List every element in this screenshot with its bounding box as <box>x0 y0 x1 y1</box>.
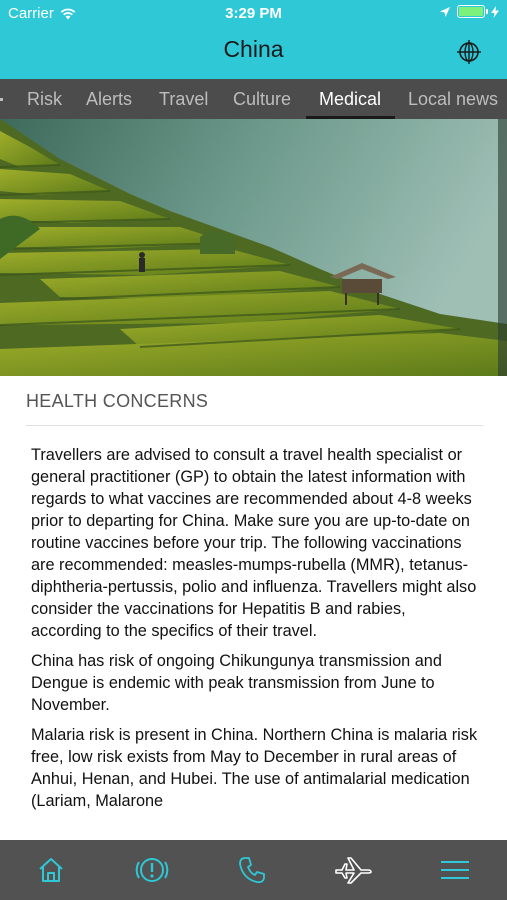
hero-image <box>0 119 507 376</box>
menu-icon <box>440 858 470 882</box>
tab-risk[interactable]: Risk <box>27 89 62 109</box>
paragraph-vaccinations: Travellers are advised to consult a travel health specialist or general practitioner (GP) to obtain the latest information with regards to what vaccines are recommended about 4-8 weeks prior to departing for China. Make sure you are up-to-date on routine vaccines before your trip. The following vaccinations are recommended: measles-mumps-rubella (MMR), tetanus-diphtheria-pertussis, polio and influenza. Travellers might also consider the vaccinations for Hepatitis B and rabies, according to the specifics of their travel. <box>31 446 477 640</box>
globe-button[interactable] <box>455 38 483 66</box>
tab-alerts[interactable]: Alerts <box>86 89 133 109</box>
bottom-tab-bar <box>0 840 507 900</box>
home-icon <box>36 855 66 885</box>
location-icon <box>439 6 451 18</box>
status-right <box>439 5 499 18</box>
page-title: China <box>223 36 284 62</box>
person-shape <box>139 252 145 272</box>
alert-icon <box>133 853 171 887</box>
charging-icon <box>491 6 499 18</box>
menu-tab[interactable] <box>435 850 475 890</box>
status-bar <box>0 0 507 28</box>
section-title: HEALTH CONCERNS <box>26 391 209 411</box>
phone-tab[interactable] <box>232 850 272 890</box>
paragraph-chikungunya: China has risk of ongoing Chikungunya transmission and Dengue is endemic with peak transmission from June to November. <box>31 652 442 714</box>
alerts-tab[interactable] <box>132 850 172 890</box>
tab-culture[interactable]: Culture <box>233 89 292 109</box>
carrier-label: Carrier <box>8 5 54 22</box>
airplane-icon <box>334 855 372 885</box>
header <box>0 0 507 79</box>
paragraph-malaria: Malaria risk is present in China. Northern China is malaria risk free, low risk exists from May to December in rural areas of Anhui, Henan, and Hubei. The use of antimalarial medication (Lariam, Malarone <box>31 726 478 810</box>
tab-scroll-indicator <box>0 98 3 101</box>
category-tabs <box>0 79 507 119</box>
battery-icon <box>457 5 485 18</box>
tab-medical[interactable]: Medical <box>319 89 382 109</box>
travel-tab[interactable] <box>333 850 373 890</box>
globe-icon <box>456 39 482 65</box>
status-time: 3:29 PM <box>225 5 282 22</box>
section-divider <box>26 425 483 426</box>
phone-icon <box>237 855 267 885</box>
article-content <box>31 444 479 840</box>
rice-terraces-image <box>0 119 507 376</box>
tab-travel[interactable]: Travel <box>159 89 209 109</box>
tab-local-news[interactable]: Local news <box>408 89 499 109</box>
home-tab[interactable] <box>31 850 71 890</box>
